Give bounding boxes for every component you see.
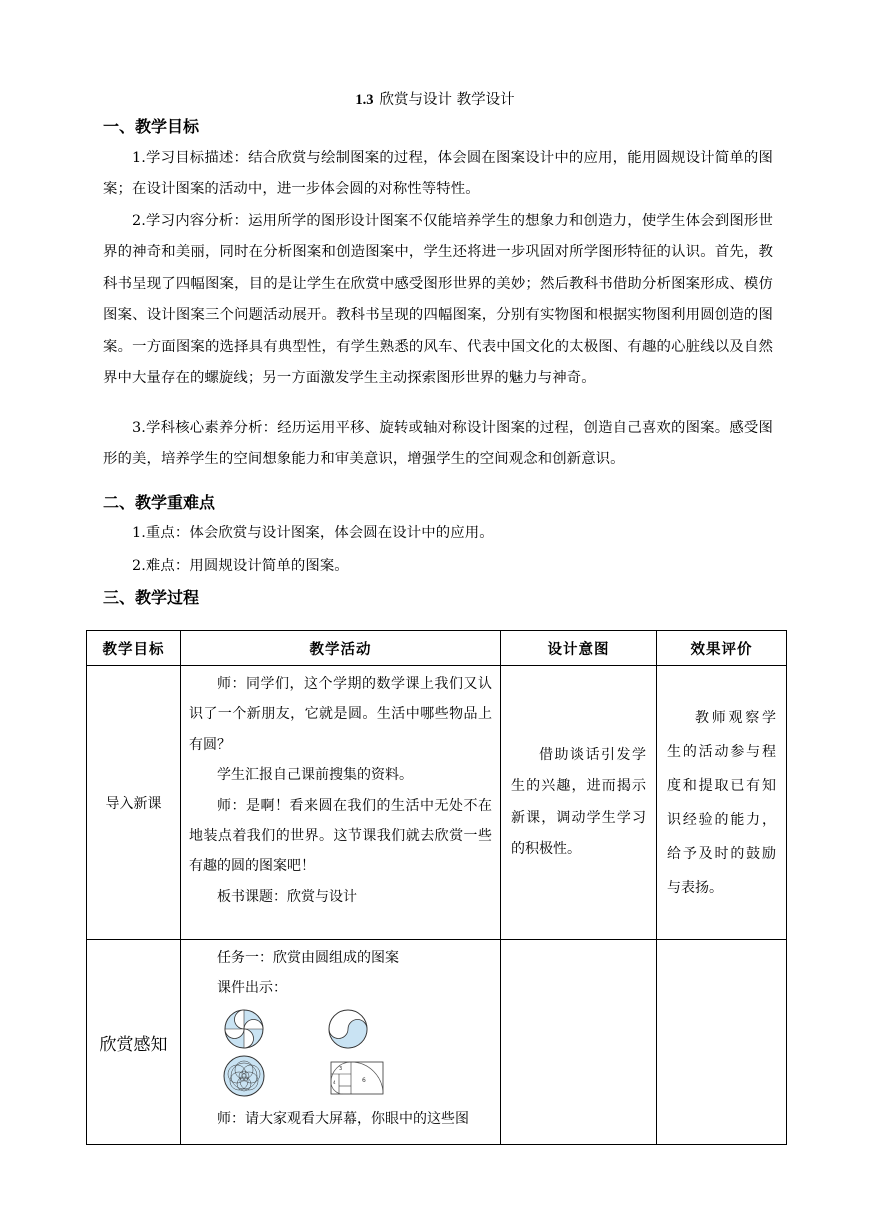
row-evaluation-intro (657, 666, 787, 940)
row-goal-appreciate: 欣赏感知 (87, 940, 181, 1145)
objectives-para-3: 3.学科核心素养分析：经历运用平移、旋转或轴对称设计图案的过程，创造自己喜欢的图案。感受图形的美，培养学生的空间想象能力和审美意识，增强学生的空间观念和创新意识。 (103, 420, 773, 468)
section-heading-objectives: 一、教学目标 (103, 117, 200, 136)
table-row (87, 940, 787, 1145)
taiji-pattern-icon (327, 1008, 369, 1050)
header-intent: 设计意图 (501, 631, 657, 666)
header-evaluation: 效果评价 (657, 631, 787, 666)
pattern-figures (219, 1004, 500, 1104)
svg-text:3: 3 (339, 1065, 343, 1072)
header-activity: 教学活动 (181, 631, 501, 666)
windmill-pattern-icon (223, 1008, 265, 1050)
row-goal-intro: 导入新课 (87, 666, 181, 940)
row-evaluation-appreciate (657, 940, 787, 1145)
cardioid-pattern-icon (221, 1054, 267, 1098)
objectives-para-1: 1.学习目标描述：结合欣赏与绘制图案的过程，体会圆在图案设计中的应用，能用圆规设计简单的图案；在设计图案的活动中，进一步体会圆的对称性等特性。 (103, 150, 773, 198)
activity-line: 师：是啊！看来圆在我们的生活中无处不在地装点着我们的世界。这节课我们就去欣赏一些有趣的圆的图案吧！ (189, 797, 492, 875)
section-heading-keypoints: 二、教学重难点 (103, 493, 216, 512)
row-activities-intro (181, 666, 501, 940)
row-activities-appreciate (181, 940, 501, 1145)
header-goal: 教学目标 (87, 631, 181, 666)
table-header-row (87, 631, 787, 666)
svg-text:6: 6 (362, 1076, 366, 1084)
title-text: 欣赏与设计 教学设计 (379, 92, 515, 108)
keypoints-para-2: 2.难点：用圆规设计简单的图案。 (132, 558, 349, 574)
activity-line: 板书课题：欣赏与设计 (217, 888, 357, 905)
intent-text: 借助谈话引发学生的兴趣，进而揭示新课，调动学生学习的积极性。 (511, 746, 646, 857)
activity-line: 学生汇报自己课前搜集的资料。 (217, 767, 413, 784)
page-title (0, 88, 870, 109)
activity-line: 任务一：欣赏由圆组成的图案 (217, 950, 399, 966)
svg-text:4: 4 (333, 1079, 336, 1085)
section-heading-process: 三、教学过程 (103, 588, 200, 607)
activity-line: 课件出示： (217, 980, 287, 997)
activity-line: 师：同学们，这个学期的数学课上我们又认识了一个新朋友，它就是圆。生活中哪些物品上有圆？ (189, 676, 492, 753)
evaluation-text: 教师观察学生的活动参与程度和提取已有知识经验的能力，给予及时的鼓励与表扬。 (667, 709, 776, 896)
title-number: 1.3 (355, 92, 374, 108)
objectives-para-2: 2.学习内容分析：运用所学的图形设计图案不仅能培养学生的想象力和创造力，使学生体会到图形世界的神奇和美丽，同时在分析图案和创造图案中，学生还将进一步巩固对所学图形特征的认识。首先，教科书呈现了四幅图案，目的是让学生在欣赏中感受图形世界的美妙；然后教科书借助分析图案形成、模仿图案、设计图案三个问题活动展开。教科书呈现的四幅图案，分别有实物图和根据实物图利用圆创造的图案。一方面图案的选择具有典型性，有学生熟悉的风车、代表中国文化的太极图、有趣的心脏线以及自然界中大量存在的螺旋线；另一方面激发学生主动探索图形世界的魅力与神奇。 (103, 213, 773, 387)
row-intent-intro (501, 666, 657, 940)
lesson-plan-table (86, 630, 787, 1145)
table-row (87, 666, 787, 940)
spiral-pattern-icon (329, 1060, 385, 1096)
row-intent-appreciate (501, 940, 657, 1145)
activity-line: 师：请大家观看大屏幕，你眼中的这些图 (217, 1110, 469, 1127)
keypoints-para-1: 1.重点：体会欣赏与设计图案，体会圆在设计中的应用。 (132, 525, 494, 541)
